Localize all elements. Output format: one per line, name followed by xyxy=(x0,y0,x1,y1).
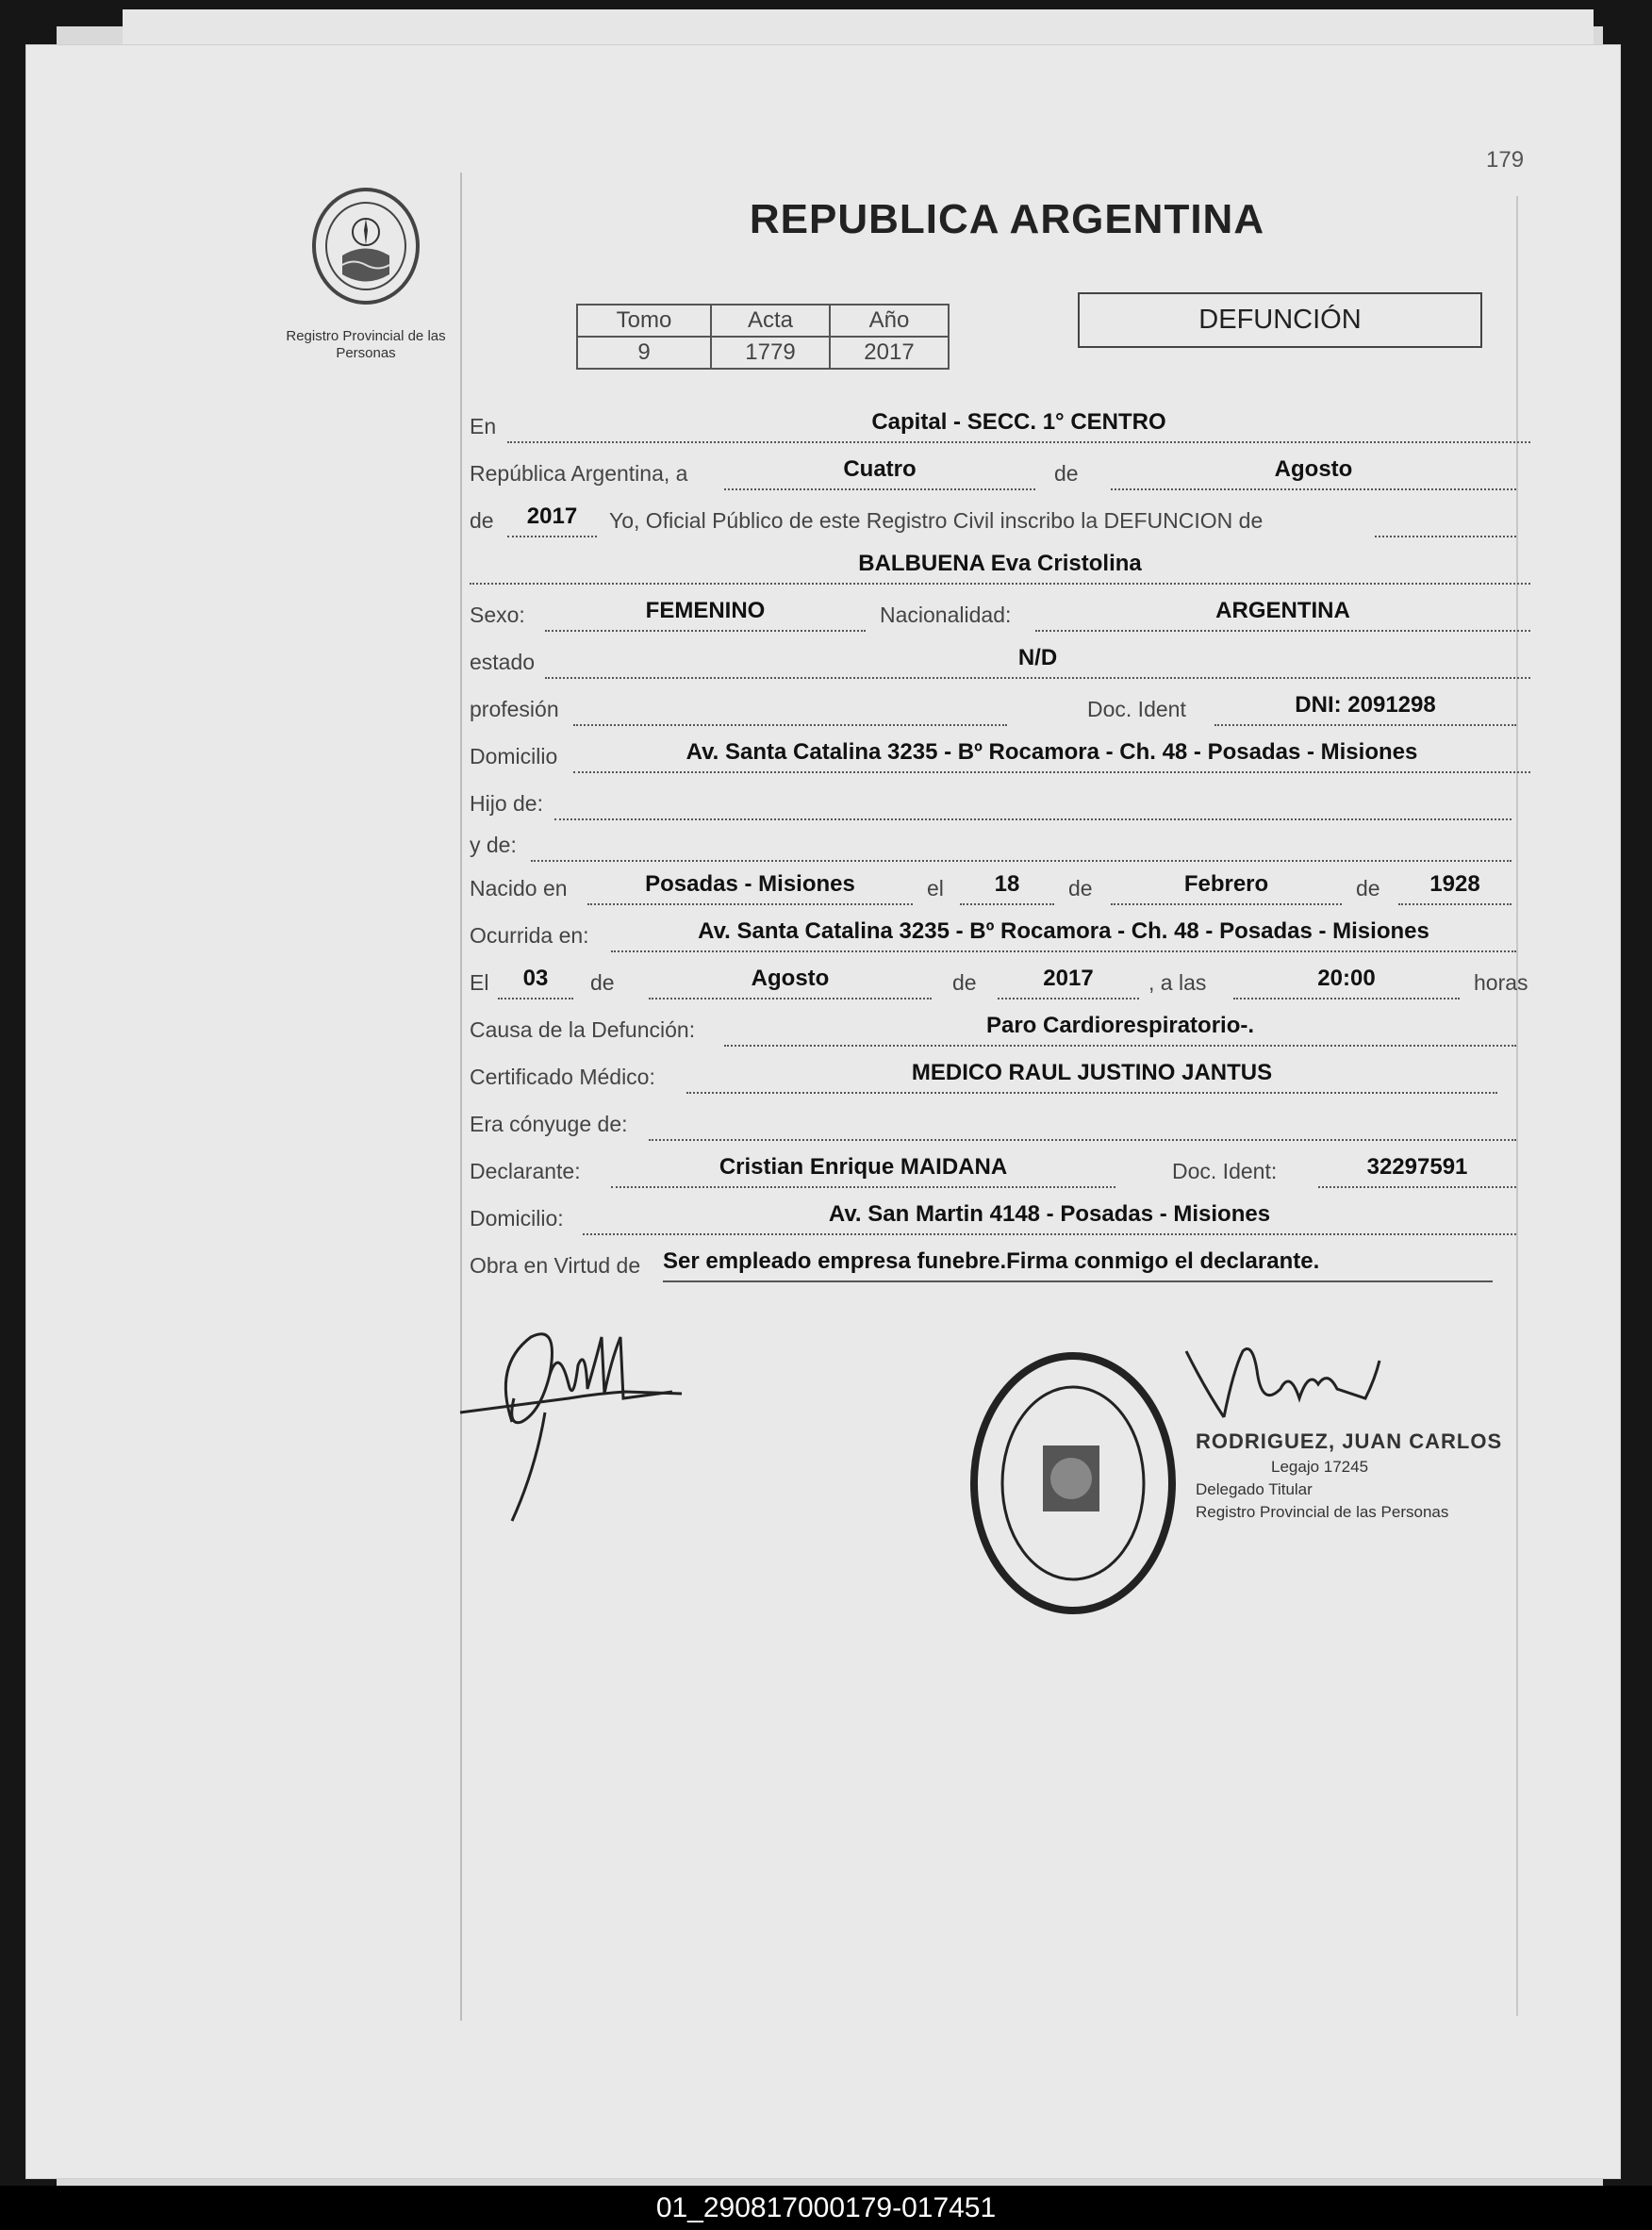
official-name: RODRIGUEZ, JUAN CARLOS xyxy=(1196,1429,1503,1453)
label-el: el xyxy=(927,876,944,900)
declarant-signature xyxy=(455,1309,757,1535)
field-mes xyxy=(1111,451,1516,490)
field-nacionalidad xyxy=(1035,592,1530,632)
label-declarante: Declarante: xyxy=(470,1159,581,1183)
provincial-seal-icon xyxy=(305,185,427,307)
value-estado: N/D xyxy=(1017,645,1058,670)
document-page xyxy=(26,45,1620,2178)
value-nac-anio: 1928 xyxy=(1429,871,1480,897)
row-nacido xyxy=(470,867,1535,905)
value-nac-dia: 18 xyxy=(994,871,1020,897)
row-causa xyxy=(470,1009,1535,1047)
row-decl-domicilio xyxy=(470,1198,1535,1235)
value-dia: Cuatro xyxy=(843,456,917,482)
label-y-de: y de: xyxy=(470,833,517,857)
field-hijo xyxy=(554,781,1512,820)
label-nacionalidad: Nacionalidad: xyxy=(880,603,1012,627)
label-alas: , a las xyxy=(1148,970,1207,995)
field-nac-mes xyxy=(1111,866,1342,905)
label-fecha-de: de xyxy=(590,970,615,995)
official-cargo: Delegado Titular xyxy=(1196,1480,1313,1498)
label-de-anio: de xyxy=(470,508,494,533)
document-type-box: DEFUNCIÓN xyxy=(1078,292,1482,348)
field-causa xyxy=(724,1007,1516,1047)
value-hora: 20:00 xyxy=(1317,966,1376,991)
value-obra: Ser empleado empresa funebre.Firma conmigo el declarante. xyxy=(663,1248,1320,1274)
row-ocurrida xyxy=(470,915,1535,952)
row-fecha-defuncion xyxy=(470,962,1535,999)
field-nac-dia xyxy=(960,866,1054,905)
field-decl-doc xyxy=(1318,1148,1516,1188)
label-obra: Obra en Virtud de xyxy=(470,1253,641,1278)
seal-caption: Registro Provincial de las Personas xyxy=(286,328,446,361)
field-estado xyxy=(545,639,1530,679)
label-fecha-el: El xyxy=(470,970,489,995)
label-certificado: Certificado Médico: xyxy=(470,1065,655,1089)
label-horas: horas xyxy=(1474,970,1528,995)
value-certificado: MEDICO RAUL JUSTINO JANTUS xyxy=(911,1060,1273,1085)
page-number: 179 xyxy=(1486,147,1525,173)
label-hijo: Hijo de: xyxy=(470,791,543,816)
field-fecha-dia xyxy=(498,960,573,999)
value-nacionalidad: ARGENTINA xyxy=(1215,598,1350,623)
value-fecha-anio: 2017 xyxy=(1043,966,1094,991)
label-nac-de: de xyxy=(1068,876,1093,900)
reference-table xyxy=(576,304,950,370)
row-estado xyxy=(470,641,1535,679)
document-title: REPUBLICA ARGENTINA xyxy=(749,196,1265,242)
official-registro: Registro Provincial de las Personas xyxy=(1196,1503,1449,1521)
label-nac-de2: de xyxy=(1356,876,1380,900)
label-de: de xyxy=(1054,461,1079,486)
value-anio: 2017 xyxy=(526,504,578,529)
official-block xyxy=(1196,1429,1535,1522)
row-profesion xyxy=(470,688,1535,726)
label-profesion: profesión xyxy=(470,697,559,721)
field-hora xyxy=(1233,960,1460,999)
field-conyuge xyxy=(649,1101,1516,1141)
value-nombre: BALBUENA Eva Cristolina xyxy=(858,551,1142,576)
row-fecha-acta xyxy=(470,453,1535,490)
field-fecha-anio xyxy=(998,960,1139,999)
row-inscripcion xyxy=(470,500,1535,537)
header-anio: Año xyxy=(830,305,949,337)
field-anio xyxy=(507,498,597,537)
inscribo-text: Yo, Oficial Público de este Registro Civil inscribo la DEFUNCION de xyxy=(609,508,1264,533)
value-anio: 2017 xyxy=(830,337,949,369)
value-sexo: FEMENINO xyxy=(645,598,766,623)
field-ocurrida xyxy=(611,913,1516,952)
field-fecha-mes xyxy=(649,960,932,999)
value-doc-ident: DNI: 2091298 xyxy=(1295,692,1436,718)
field-nombre xyxy=(470,545,1530,585)
label-conyuge: Era cónyuge de: xyxy=(470,1112,628,1136)
field-domicilio xyxy=(573,734,1530,773)
official-round-stamp-icon xyxy=(960,1346,1186,1620)
label-sexo: Sexo: xyxy=(470,603,525,627)
row-domicilio xyxy=(470,735,1535,773)
value-nacido: Posadas - Misiones xyxy=(645,871,855,897)
label-causa: Causa de la Defunción: xyxy=(470,1017,696,1042)
value-domicilio: Av. Santa Catalina 3235 - Bº Rocamora - Ch. 48 - Posadas - Misiones xyxy=(686,739,1418,765)
label-domicilio: Domicilio xyxy=(470,744,558,768)
value-nac-mes: Febrero xyxy=(1183,871,1269,897)
label-decl-domicilio: Domicilio: xyxy=(470,1206,564,1231)
field-doc-ident xyxy=(1214,686,1516,726)
value-ocurrida: Av. Santa Catalina 3235 - Bº Rocamora - Ch. 48 - Posadas - Misiones xyxy=(698,918,1429,944)
field-decl-domicilio xyxy=(583,1196,1516,1235)
row-en xyxy=(470,405,1535,443)
value-declarante: Cristian Enrique MAIDANA xyxy=(719,1154,1008,1180)
label-en: En xyxy=(470,414,497,438)
value-tomo: 9 xyxy=(577,337,711,369)
value-decl-doc: 32297591 xyxy=(1366,1154,1468,1180)
label-ocurrida: Ocurrida en: xyxy=(470,923,589,948)
header-tomo: Tomo xyxy=(577,305,711,337)
back-sheet-edge xyxy=(123,9,1594,47)
field-obra xyxy=(663,1243,1493,1282)
row-declarante xyxy=(470,1150,1535,1188)
value-causa: Paro Cardiorespiratorio-. xyxy=(985,1013,1255,1038)
value-fecha-mes: Agosto xyxy=(751,966,830,991)
field-y-de xyxy=(531,822,1512,862)
value-lugar: Capital - SECC. 1° CENTRO xyxy=(871,409,1166,435)
value-fecha-dia: 03 xyxy=(522,966,549,991)
official-signature xyxy=(1177,1332,1535,1436)
field-declarante xyxy=(611,1148,1115,1188)
official-legajo: Legajo 17245 xyxy=(1271,1458,1369,1476)
field-nac-anio xyxy=(1398,866,1512,905)
value-mes: Agosto xyxy=(1274,456,1353,482)
label-decl-doc: Doc. Ident: xyxy=(1172,1159,1278,1183)
row-hijo xyxy=(470,783,1535,820)
field-sexo xyxy=(545,592,866,632)
header-acta: Acta xyxy=(711,305,830,337)
row-certificado xyxy=(470,1056,1535,1094)
label-doc-ident: Doc. Ident xyxy=(1087,697,1186,721)
label-nacido: Nacido en xyxy=(470,876,568,900)
field-inscribo-blank xyxy=(1375,498,1516,537)
field-lugar xyxy=(507,404,1530,443)
row-obra xyxy=(470,1245,1535,1282)
image-filename-footer: 01_290817000179-017451 xyxy=(0,2186,1652,2230)
row-sexo xyxy=(470,594,1535,632)
left-margin-line xyxy=(460,173,462,2021)
label-fecha-de2: de xyxy=(952,970,977,995)
row-conyuge xyxy=(470,1103,1535,1141)
row-nombre xyxy=(470,547,1535,585)
field-dia xyxy=(724,451,1035,490)
value-acta: 1779 xyxy=(711,337,830,369)
label-republica: República Argentina, a xyxy=(470,461,688,486)
field-certificado xyxy=(686,1054,1497,1094)
field-profesion xyxy=(573,686,1007,726)
field-nacido xyxy=(587,866,913,905)
value-decl-domicilio: Av. San Martin 4148 - Posadas - Misiones xyxy=(828,1201,1271,1227)
row-y-de xyxy=(470,824,1535,862)
label-estado: estado xyxy=(470,650,536,674)
